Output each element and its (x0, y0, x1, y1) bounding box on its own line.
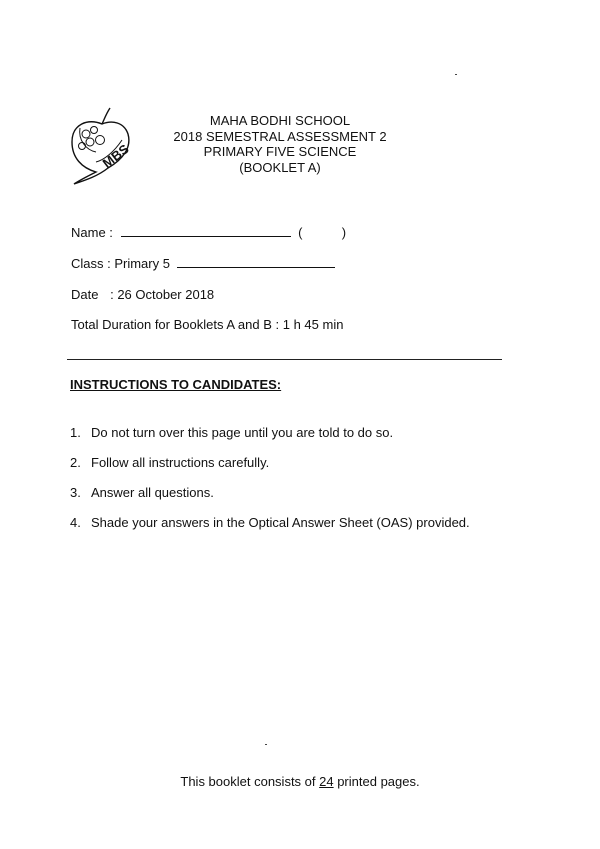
instruction-item (70, 425, 393, 440)
leaf-logo-icon (66, 106, 136, 186)
instruction-number: 4. (70, 515, 81, 530)
page-count-prefix: This booklet consists of (180, 774, 320, 789)
subject-title: PRIMARY FIVE SCIENCE (203, 144, 357, 159)
exam-header (150, 113, 410, 175)
register-number-open: ( (298, 225, 303, 240)
divider-line (67, 359, 502, 360)
logo-lettering: MBS (99, 141, 132, 171)
class-blank[interactable] (177, 256, 335, 268)
instruction-text: Shade your answers in the Optical Answer Sheet (OAS) provided. (91, 515, 470, 530)
assessment-title: 2018 SEMESTRAL ASSESSMENT 2 (173, 128, 387, 144)
instruction-text: Answer all questions. (91, 485, 214, 500)
instruction-item (70, 515, 470, 530)
booklet-label: (BOOKLET A) (239, 159, 321, 175)
instructions-title: INSTRUCTIONS TO CANDIDATES: (70, 377, 282, 392)
duration-text: Total Duration for Booklets A and B : 1 h 45 min (71, 317, 344, 332)
instruction-item (70, 455, 269, 470)
page-count-note (0, 774, 600, 789)
page-count-value: 24 (319, 774, 334, 789)
class-label: Class : Primary 5 (71, 256, 170, 271)
name-label: Name : (71, 225, 113, 240)
instruction-number: 1. (70, 425, 81, 440)
instruction-number: 3. (70, 485, 81, 500)
name-field-row (71, 225, 346, 240)
scan-speck (265, 744, 267, 745)
instruction-text: Do not turn over this page until you are told to do so. (91, 425, 394, 440)
school-logo (66, 106, 136, 186)
instruction-number: 2. (70, 455, 81, 470)
class-field-row (71, 256, 335, 271)
date-value: : 26 October 2018 (110, 287, 215, 302)
school-name: MAHA BODHI SCHOOL (209, 113, 351, 128)
scan-speck (455, 74, 457, 75)
instruction-text: Follow all instructions carefully. (91, 455, 270, 470)
page-count-suffix: printed pages. (333, 774, 420, 789)
name-blank[interactable] (121, 225, 291, 237)
date-label: Date (71, 287, 99, 302)
instruction-item (70, 485, 214, 500)
date-field-row (71, 287, 214, 302)
register-number-close: ) (341, 225, 347, 240)
